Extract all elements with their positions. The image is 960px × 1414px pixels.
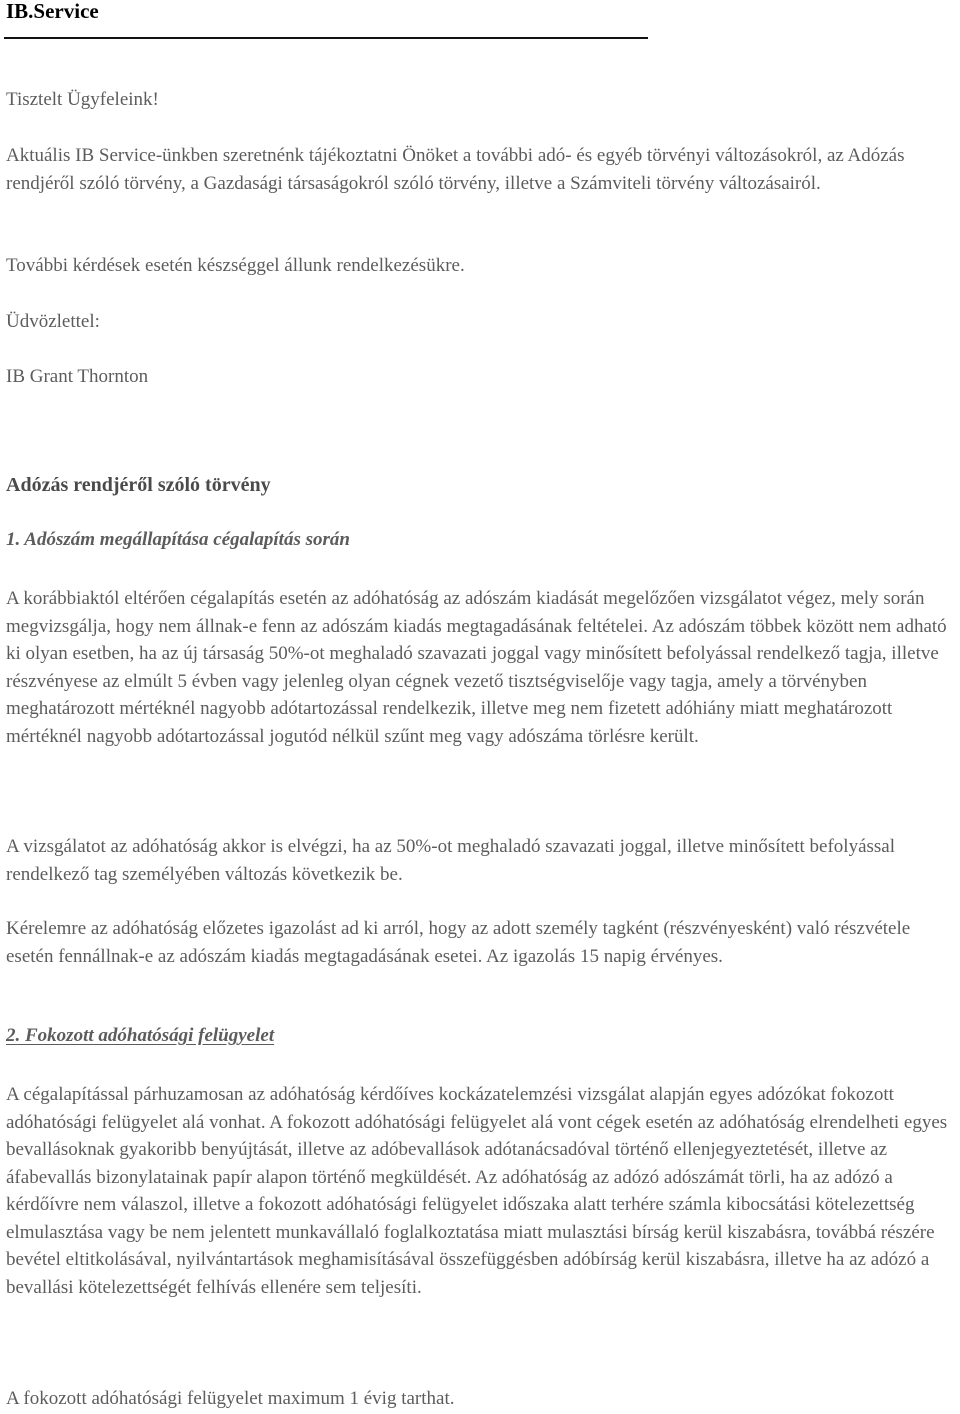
subsection-1-paragraph-3: Kérelemre az adóhatóság előzetes igazolást ad ki arról, hogy az adott személy tagként (részvényesként) való részvétele esetén fennállnak-e az adószám kiadás megtagadásának esetei. Az igazolás 15 napig érvényes.	[6, 918, 911, 967]
brand-title: IB.Service	[6, 0, 99, 23]
header-divider	[4, 37, 648, 39]
subsection-heading-1: 1. Adószám megállapítása cégalapítás során	[6, 529, 350, 550]
signature: IB Grant Thornton	[6, 366, 149, 387]
section-title: Adózás rendjéről szóló törvény	[6, 474, 271, 496]
subsection-2-paragraph-2: A fokozott adóhatósági felügyelet maximum 1 évig tarthat.	[6, 1388, 455, 1409]
subsection-heading-2: 2. Fokozott adóhatósági felügyelet	[6, 1025, 275, 1046]
regards-line: Üdvözlettel:	[6, 311, 100, 332]
intro-paragraph: Aktuális IB Service-ünkben szeretnénk tájékoztatni Önöket a további adó- és egyéb törvényi változásokról, az Adózás rendjéről szóló törvény, a Gazdasági társaságokról szóló törvény, illetve a Számviteli törvény változásairól.	[6, 145, 905, 194]
subsection-1-paragraph-1: A korábbiaktól eltérően cégalapítás esetén az adóhatóság az adószám kiadását megelőzően vizsgálatot végez, mely során megvizsgálja, hogy nem állnak-e fenn az adószám kiadás megtagadásának feltételei. Az adószám többek között nem adható ki olyan esetben, ha az új társaság 50%-ot meghaladó szavazati joggal vagy minősített befolyással rendelkező tagja, illetve részvényese az elmúlt 5 évben vagy jelenleg olyan cégnek vezető tisztségviselője vagy tagja, amely a törvényben meghatározott mértéknél nagyobb adótartozással rendelkezik, illetve meg nem fizetett adóhiány miatt meghatározott mértéknél nagyobb adótartozással jogutód nélkül szűnt meg vagy adószáma törlésre került.	[6, 588, 947, 747]
closing-line: További kérdések esetén készséggel állunk rendelkezésükre.	[6, 255, 465, 276]
subsection-2-paragraph-1: A cégalapítással párhuzamosan az adóhatóság kérdőíves kockázatelemzési vizsgálat alapján egyes adózókat fokozott adóhatósági felügyelet alá vonhat. A fokozott adóhatósági felügyelet alá vont cégek esetén az adóhatóság elrendelheti egyes bevallásoknak gyakoribb benyújtását, illetve az adóbevallások adótanácsadóval történő ellenjegyeztetését, illetve az áfabevallás bizonylatainak papír alapon történő megküldését. Az adóhatóság az adózó adószámát törli, ha az adózó a kérdőívre nem válaszol, illetve a fokozott adóhatósági felügyelet időszaka alatt terhére számla kibocsátási kötelezettség elmulasztása vagy be nem jelentett munkavállaló foglalkoztatása miatt mulasztási bírság kerül kiszabásra, továbbá részére bevétel eltitkolásával, nyilvántartások meghamisításával összefüggésben adóbírság kerül kiszabásra, illetve ha az adózó a bevallási kötelezettségét felhívás ellenére sem teljesíti.	[6, 1084, 948, 1298]
subsection-1-paragraph-2: A vizsgálatot az adóhatóság akkor is elvégzi, ha az 50%-ot meghaladó szavazati joggal, illetve minősített befolyással rendelkező tag személyében változás következik be.	[6, 836, 896, 885]
greeting: Tisztelt Ügyfeleink!	[6, 89, 159, 110]
